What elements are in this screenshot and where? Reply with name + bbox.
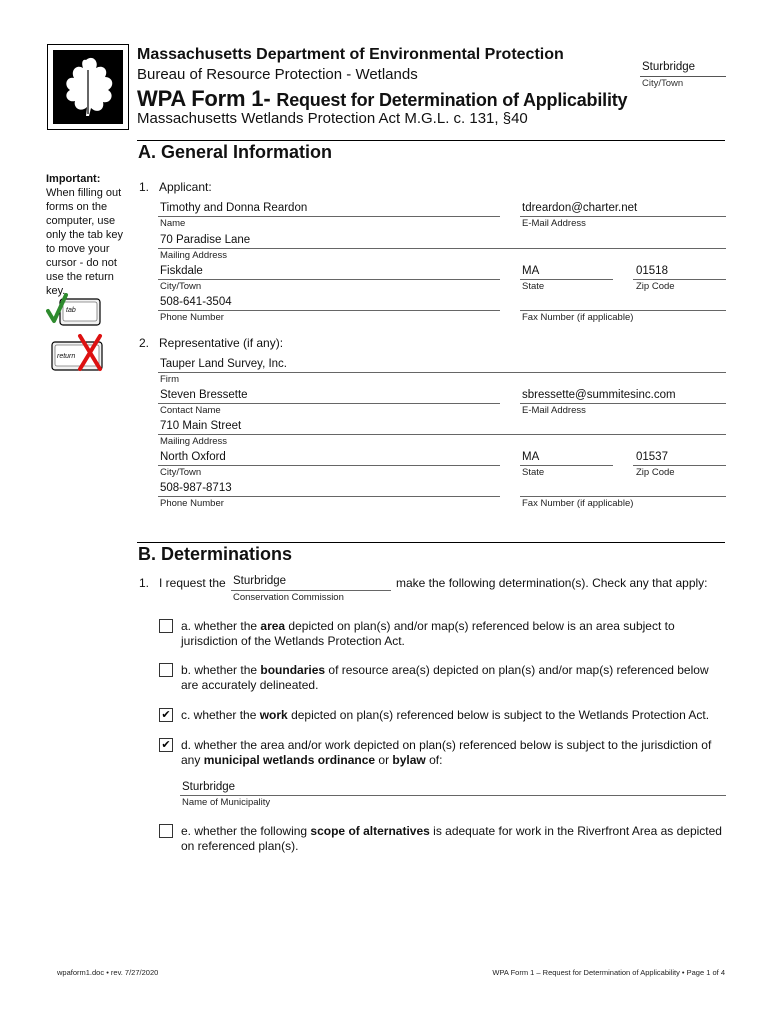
rep-city-label: City/Town — [160, 467, 202, 478]
rep-address-label: Mailing Address — [160, 436, 228, 447]
request-suffix: make the following determination(s). Check any that apply: — [396, 576, 708, 590]
section-a-divider — [137, 140, 725, 141]
rep-state-field[interactable]: MA — [522, 451, 540, 463]
applicant-phone-label: Phone Number — [160, 312, 224, 323]
field-line — [520, 403, 726, 404]
tab-key-check-icon — [46, 293, 104, 329]
field-line — [158, 496, 500, 497]
applicant-fax-label: Fax Number (if applicable) — [522, 312, 634, 323]
rep-fax-label: Fax Number (if applicable) — [522, 498, 634, 509]
applicant-zip-label: Zip Code — [636, 281, 675, 292]
applicant-city-field[interactable]: Fiskdale — [160, 265, 203, 277]
field-line — [158, 248, 726, 249]
applicant-number: 1. — [139, 180, 150, 194]
option-d-check: ✔ — [161, 739, 171, 751]
field-line — [158, 403, 500, 404]
applicant-name-field[interactable]: Timothy and Donna Reardon — [160, 202, 308, 214]
option-d-text: d. whether the area and/or work depicted on plan(s) referenced below is subject to the jurisdiction of any municipal wetlands ordinance or bylaw of: — [181, 738, 712, 767]
option-a-text: a. whether the area depicted on plan(s) and/or map(s) referenced below is an area subject to jurisdiction of the Wetlands Protection Act. — [181, 619, 675, 648]
rep-contact-field[interactable]: Steven Bressette — [160, 389, 248, 401]
rep-firm-field[interactable]: Tauper Land Survey, Inc. — [160, 358, 287, 370]
important-note — [46, 172, 128, 298]
representative-heading: Representative (if any): — [159, 336, 284, 350]
oak-leaf-icon — [53, 50, 123, 124]
bureau-name: Bureau of Resource Protection - Wetlands — [137, 66, 418, 83]
form-subtitle: Request for Determination of Applicability — [276, 90, 628, 110]
footer-right: WPA Form 1 – Request for Determination of Applicability • Page 1 of 4 — [492, 968, 725, 977]
form-title — [137, 86, 627, 112]
rep-phone-label: Phone Number — [160, 498, 224, 509]
form-number: WPA Form 1- — [137, 86, 271, 111]
municipality-label: Name of Municipality — [182, 797, 271, 808]
request-number: 1. — [139, 576, 150, 590]
field-line — [231, 590, 391, 591]
applicant-address-field[interactable]: 70 Paradise Lane — [160, 234, 251, 246]
applicant-state-label: State — [522, 281, 545, 292]
field-line — [520, 279, 613, 280]
field-line — [633, 279, 726, 280]
option-c-text: c. whether the work depicted on plan(s) referenced below is subject to the Wetlands Protection Act. — [181, 708, 710, 722]
applicant-state-field[interactable]: MA — [522, 265, 540, 277]
important-title: Important: — [46, 173, 101, 185]
rep-email-field[interactable]: sbressette@summitesinc.com — [522, 389, 676, 401]
section-b-divider — [137, 542, 725, 543]
option-a-checkbox[interactable] — [159, 619, 173, 633]
municipality-field[interactable]: Sturbridge — [182, 781, 236, 793]
option-e-checkbox[interactable] — [159, 824, 173, 838]
section-b-title: B. Determinations — [138, 544, 293, 564]
rep-phone-field[interactable]: 508-987-8713 — [160, 482, 232, 494]
option-e-text: e. whether the following scope of alternatives is adequate for work in the Riverfront Area as depicted on referenced plan(s). — [181, 824, 722, 853]
field-line — [158, 465, 500, 466]
footer-left: wpaform1.doc • rev. 7/27/2020 — [57, 968, 159, 977]
rep-zip-label: Zip Code — [636, 467, 675, 478]
applicant-address-label: Mailing Address — [160, 250, 228, 261]
applicant-name-label: Name — [160, 218, 186, 229]
field-line — [158, 279, 500, 280]
header-city-town-label: City/Town — [642, 78, 684, 89]
field-line — [520, 465, 613, 466]
commission-label: Conservation Commission — [233, 592, 344, 603]
field-line — [633, 465, 726, 466]
representative-number: 2. — [139, 336, 150, 350]
field-line — [158, 372, 726, 373]
applicant-city-label: City/Town — [160, 281, 202, 292]
commission-field[interactable]: Sturbridge — [233, 575, 287, 587]
applicant-zip-field[interactable]: 01518 — [636, 265, 668, 277]
option-c-checkbox[interactable] — [159, 708, 173, 722]
rep-city-field[interactable]: North Oxford — [160, 451, 226, 463]
applicant-phone-field[interactable]: 508-641-3504 — [160, 296, 232, 308]
divider — [640, 76, 726, 77]
section-a-title: A. General Information — [138, 142, 333, 162]
rep-contact-label: Contact Name — [160, 405, 221, 416]
rep-state-label: State — [522, 467, 545, 478]
request-prefix: I request the — [159, 576, 226, 590]
applicant-email-field[interactable]: tdreardon@charter.net — [522, 202, 638, 214]
return-key-label: return — [57, 353, 76, 360]
important-text: When filling out forms on the computer, use only the tab key to move your cursor - do not use the return key. — [46, 187, 124, 297]
tab-key-label: tab — [66, 307, 76, 314]
field-line — [180, 795, 726, 796]
return-key-x-icon — [50, 333, 108, 373]
rep-fax-field[interactable] — [520, 496, 726, 497]
field-line — [158, 216, 500, 217]
massdep-oak-leaf-logo — [47, 44, 129, 130]
option-d-checkbox[interactable] — [159, 738, 173, 752]
applicant-fax-field[interactable] — [520, 310, 726, 311]
department-name: Massachusetts Department of Environmental Protection — [137, 46, 564, 63]
rep-zip-field[interactable]: 01537 — [636, 451, 668, 463]
rep-email-label: E-Mail Address — [522, 405, 586, 416]
header-city-town-field[interactable]: Sturbridge — [642, 61, 696, 73]
field-line — [158, 310, 500, 311]
option-c-check: ✔ — [161, 709, 171, 721]
option-b-text: b. whether the boundaries of resource area(s) depicted on plan(s) and/or map(s) referenced below are accurately delineated. — [181, 663, 709, 692]
applicant-email-label: E-Mail Address — [522, 218, 586, 229]
field-line — [520, 216, 726, 217]
rep-address-field[interactable]: 710 Main Street — [160, 420, 242, 432]
rep-firm-label: Firm — [160, 374, 179, 385]
option-b-checkbox[interactable] — [159, 663, 173, 677]
applicant-heading: Applicant: — [159, 180, 212, 194]
act-reference: Massachusetts Wetlands Protection Act M.G.L. c. 131, §40 — [137, 110, 528, 127]
field-line — [158, 434, 726, 435]
